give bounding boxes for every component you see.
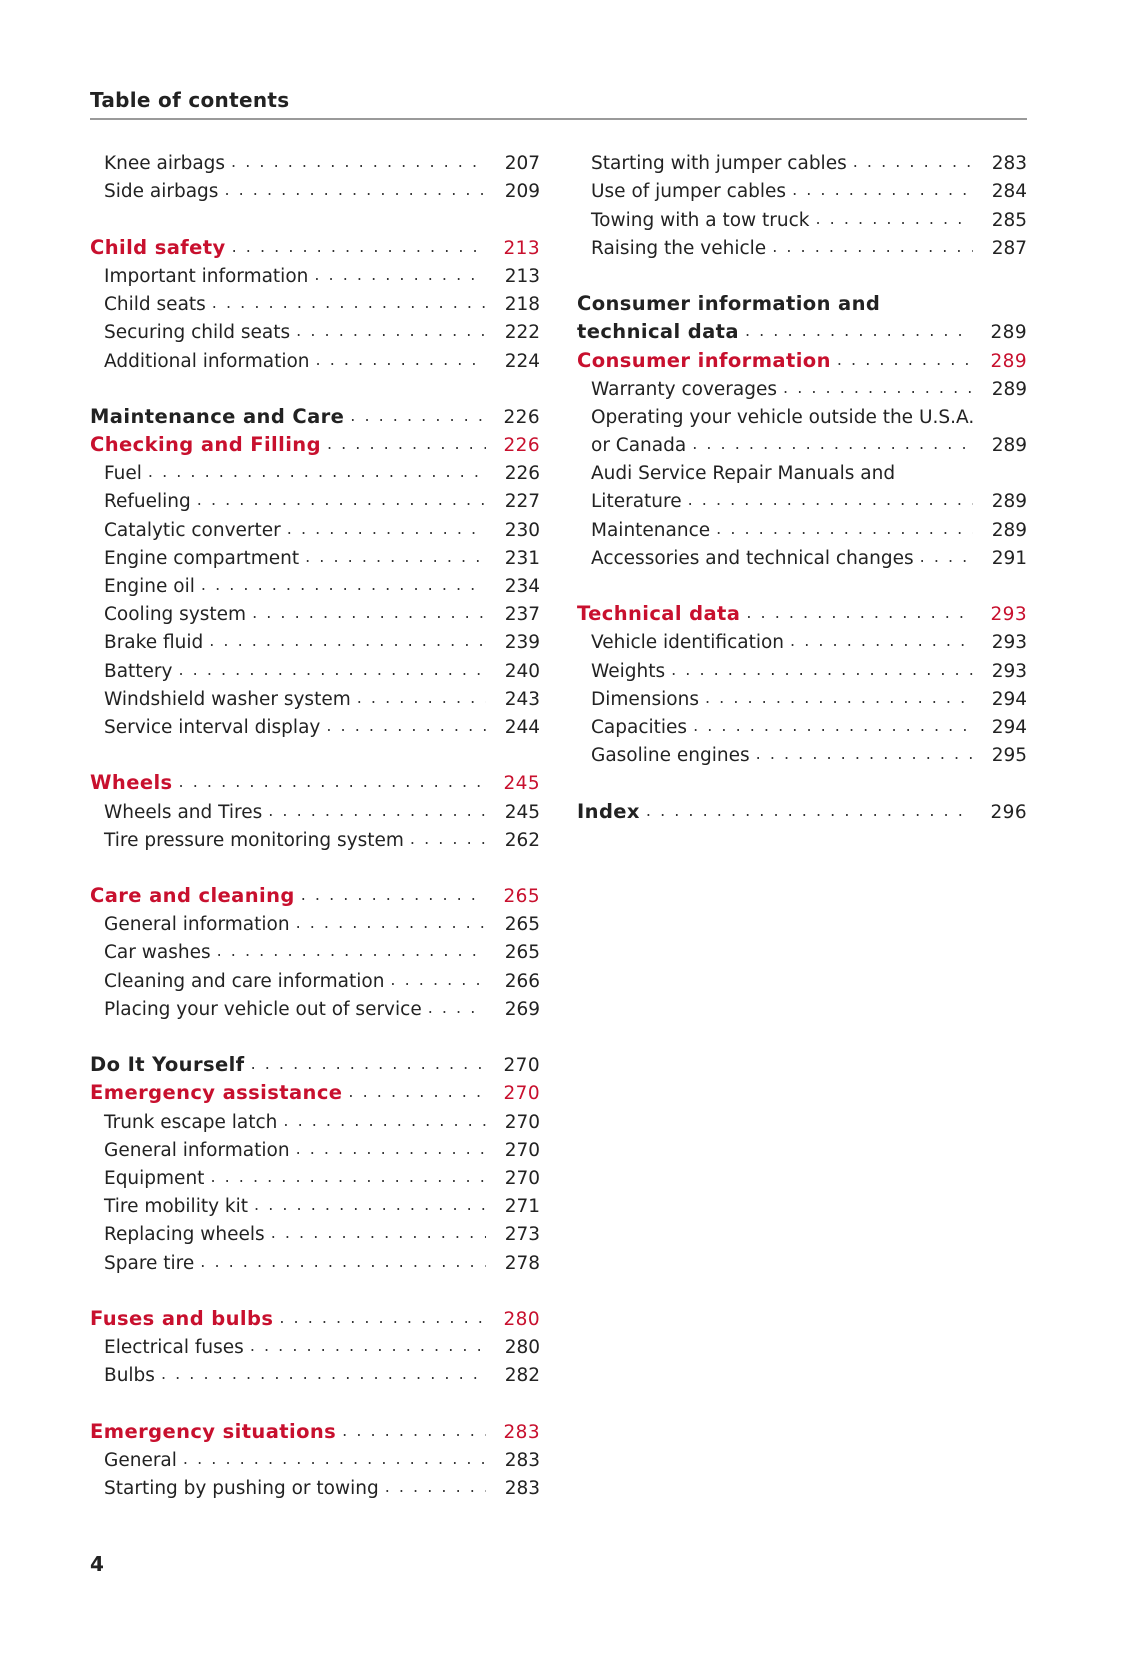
toc-leader-dots <box>217 941 486 963</box>
toc-entry-page-number: 239 <box>504 632 540 654</box>
toc-entry[interactable] <box>90 992 540 1020</box>
toc-entry-label: Dimensions <box>591 688 699 710</box>
toc-entry[interactable] <box>90 484 540 512</box>
toc-leader-dots <box>148 462 486 484</box>
toc-leader-dots <box>231 152 486 174</box>
toc-leader-dots <box>350 406 486 428</box>
toc-entry-label: Electrical fuses <box>104 1337 244 1359</box>
toc-leader-dots <box>326 716 486 738</box>
toc-leader-dots <box>296 321 486 343</box>
toc-leader-dots <box>314 265 486 287</box>
toc-entry[interactable] <box>90 1189 540 1217</box>
toc-entry[interactable] <box>577 146 1027 174</box>
toc-section-entry[interactable] <box>577 794 1027 822</box>
toc-entry-page-number: 234 <box>504 576 540 597</box>
toc-entry[interactable] <box>90 1161 540 1189</box>
toc-leader-dots <box>716 519 973 541</box>
toc-entry[interactable] <box>90 823 540 851</box>
toc-entry-page-number: 230 <box>504 519 540 541</box>
toc-entry-label: Capacities <box>591 716 688 738</box>
toc-entry-page-number: 294 <box>991 688 1027 710</box>
toc-entry-label: Starting by pushing or towing <box>104 1478 379 1499</box>
toc-entry-label: Replacing wheels <box>104 1224 265 1246</box>
toc-entry-label: technical data <box>577 320 739 344</box>
toc-entry-label: Audi Service Repair Manuals and <box>591 463 896 485</box>
toc-entry-page-number: 289 <box>991 435 1027 457</box>
toc-entry-label: Engine oil <box>104 576 195 597</box>
toc-section-entry[interactable] <box>90 879 540 907</box>
toc-entry-page-number: 269 <box>504 998 540 1020</box>
toc-entry-label: Knee airbags <box>104 153 226 175</box>
toc-entry-label: Wheels and Tires <box>104 801 263 823</box>
toc-entry[interactable] <box>90 907 540 935</box>
toc-entry-label: Weights <box>591 660 666 682</box>
toc-entry-page-number: 270 <box>504 1139 540 1161</box>
toc-entry[interactable] <box>90 287 540 315</box>
toc-entry-label: Operating your vehicle outside the U.S.A. <box>591 406 975 428</box>
toc-entry-page-number: 270 <box>503 1083 540 1105</box>
toc-entry-page-number: 270 <box>504 1167 540 1189</box>
toc-entry-page-number: 226 <box>504 463 540 485</box>
toc-entry-label: Refueling <box>104 491 191 513</box>
toc-leader-dots <box>792 180 973 202</box>
toc-entry-label: Battery <box>104 660 173 682</box>
toc-entry[interactable] <box>90 1358 540 1386</box>
toc-entry-label: Use of jumper cables <box>591 181 787 203</box>
toc-entry[interactable] <box>90 625 540 653</box>
toc-entry-page-number: 262 <box>504 829 540 851</box>
toc-entry-page-number: 293 <box>991 632 1027 654</box>
toc-entry[interactable] <box>577 710 1027 738</box>
toc-leader-dots <box>816 209 974 231</box>
toc-entry-label: Index <box>577 799 640 823</box>
toc-entry-page-number: 283 <box>991 153 1027 175</box>
toc-entry[interactable] <box>90 1217 540 1245</box>
toc-entry[interactable] <box>90 935 540 963</box>
toc-entry-label: Placing your vehicle out of service <box>104 998 422 1020</box>
toc-entry-label: Raising the vehicle <box>591 237 767 259</box>
toc-entry[interactable] <box>90 794 540 822</box>
toc-entry-page-number: 227 <box>504 491 540 513</box>
toc-entry-page-number: 282 <box>504 1365 540 1387</box>
toc-section-entry[interactable] <box>90 400 540 428</box>
toc-leader-dots <box>357 688 486 710</box>
toc-entry-label: Windshield washer system <box>104 688 351 710</box>
toc-leader-dots <box>250 1336 486 1358</box>
toc-leader-dots <box>201 575 486 597</box>
toc-entry-label: Checking and Filling <box>90 433 321 457</box>
toc-entry-page-number: 291 <box>991 547 1027 569</box>
toc-entry[interactable] <box>577 541 1027 569</box>
toc-leader-dots <box>224 180 486 202</box>
toc-entry-page-number: 265 <box>504 914 540 936</box>
toc-entry[interactable] <box>577 682 1027 710</box>
toc-entry-page-number: 207 <box>504 153 540 175</box>
toc-entry[interactable] <box>577 428 1027 456</box>
toc-section-entry[interactable] <box>90 428 540 456</box>
toc-entry-label: Securing child seats <box>104 322 291 344</box>
toc-section-entry[interactable] <box>90 766 540 794</box>
toc-leader-dots <box>920 547 973 569</box>
toc-leader-dots <box>279 1308 486 1330</box>
toc-section-entry[interactable] <box>577 343 1027 371</box>
toc-entry-label: General <box>104 1449 177 1471</box>
toc-entry-page-number: 265 <box>503 886 540 908</box>
toc-entry-page-number: 209 <box>504 181 540 203</box>
toc-entry[interactable] <box>90 653 540 681</box>
toc-entry-page-number: 278 <box>504 1252 540 1274</box>
toc-leader-dots <box>209 631 486 653</box>
toc-entry-page-number: 280 <box>503 1308 540 1330</box>
toc-entry-label: Equipment <box>104 1167 205 1189</box>
toc-entry[interactable] <box>577 202 1027 230</box>
toc-leader-dots <box>197 490 486 512</box>
toc-entry-page-number: 218 <box>504 294 540 316</box>
toc-leader-dots <box>283 1111 486 1133</box>
toc-leader-dots <box>705 688 973 710</box>
toc-entry[interactable] <box>90 963 540 991</box>
toc-leader-dots <box>428 998 486 1020</box>
toc-entry-page-number: 287 <box>991 237 1027 259</box>
toc-entry-label: Wheels <box>90 771 173 795</box>
toc-entry[interactable] <box>90 541 540 569</box>
toc-entry[interactable] <box>90 146 540 174</box>
toc-entry[interactable] <box>577 738 1027 766</box>
toc-section-entry[interactable] <box>90 231 540 259</box>
toc-entry-label: Emergency assistance <box>90 1081 343 1105</box>
toc-entry[interactable] <box>577 484 1027 512</box>
toc-entry-page-number: 293 <box>990 604 1027 626</box>
toc-entry-label: Do It Yourself <box>90 1053 245 1077</box>
toc-entry[interactable] <box>90 315 540 343</box>
toc-entry-label: or Canada <box>591 435 687 457</box>
toc-entry-page-number: 273 <box>504 1224 540 1246</box>
toc-entry-page-number: 289 <box>991 378 1027 400</box>
toc-entry-label: Consumer information <box>577 348 831 372</box>
toc-section-entry[interactable] <box>577 315 1027 343</box>
toc-entry[interactable] <box>90 456 540 484</box>
toc-leader-dots <box>783 378 973 400</box>
toc-leader-dots <box>348 1082 486 1104</box>
toc-leader-dots <box>254 1195 486 1217</box>
toc-entry[interactable] <box>90 710 540 738</box>
toc-entry-page-number: 270 <box>503 1055 540 1077</box>
toc-entry[interactable] <box>90 512 540 540</box>
toc-entry[interactable] <box>90 1471 540 1499</box>
toc-entry-page-number: 231 <box>504 547 540 569</box>
page-number: 4 <box>90 1552 104 1576</box>
toc-entry[interactable] <box>577 512 1027 540</box>
toc-entry-page-number: 271 <box>504 1196 540 1218</box>
toc-entry-page-number: 245 <box>503 773 540 795</box>
toc-entry-label: Cleaning and care information <box>104 970 385 992</box>
toc-entry-label: Gasoline engines <box>591 745 750 767</box>
toc-entry-label: Care and cleaning <box>90 884 295 908</box>
toc-entry-label: General information <box>104 914 290 936</box>
toc-leader-dots <box>390 970 486 992</box>
toc-entry-page-number: 289 <box>990 322 1027 344</box>
toc-leader-dots <box>183 1449 486 1471</box>
toc-entry-page-number: 294 <box>991 716 1027 738</box>
toc-leader-dots <box>271 1223 486 1245</box>
toc-entry-label: Accessories and technical changes <box>591 547 914 569</box>
toc-entry[interactable] <box>577 456 1027 484</box>
toc-entry-label: Side airbags <box>104 181 219 203</box>
toc-leader-dots <box>301 885 486 907</box>
toc-entry-label: Tire mobility kit <box>104 1196 249 1218</box>
toc-entry-label: Catalytic converter <box>104 519 281 541</box>
toc-leader-dots <box>178 660 486 682</box>
toc-leader-dots <box>901 481 973 484</box>
toc-leader-dots <box>316 350 486 372</box>
toc-section-entry[interactable] <box>577 287 1027 315</box>
toc-entry-label: Warranty coverages <box>591 378 778 400</box>
toc-entry-page-number: 280 <box>504 1337 540 1359</box>
toc-leader-dots <box>746 603 973 625</box>
toc-leader-dots <box>790 631 973 653</box>
toc-leader-dots <box>385 1477 486 1499</box>
toc-leader-dots <box>745 321 973 343</box>
toc-entry-page-number: 295 <box>991 745 1027 767</box>
toc-section-entry[interactable] <box>90 1048 540 1076</box>
toc-entry-page-number: 245 <box>504 801 540 823</box>
toc-left-column <box>90 146 540 1499</box>
page-header-title: Table of contents <box>90 88 290 112</box>
toc-leader-dots <box>327 434 486 456</box>
toc-entry-label: Tire pressure monitoring system <box>104 829 404 851</box>
toc-section-entry[interactable] <box>90 1076 540 1104</box>
toc-leader-dots <box>296 1139 486 1161</box>
toc-entry[interactable] <box>577 174 1027 202</box>
toc-entry-page-number: 243 <box>504 688 540 710</box>
toc-entry-page-number: 222 <box>504 322 540 344</box>
toc-entry[interactable] <box>577 625 1027 653</box>
toc-entry-label: Maintenance <box>591 519 711 541</box>
toc-leader-dots <box>268 801 486 823</box>
toc-entry-label: Starting with jumper cables <box>591 153 847 175</box>
toc-entry-page-number: 213 <box>503 237 540 259</box>
toc-leader-dots <box>232 237 486 259</box>
toc-leader-dots <box>210 1167 486 1189</box>
toc-leader-dots <box>646 801 973 823</box>
toc-entry-page-number: 289 <box>991 519 1027 541</box>
toc-entry[interactable] <box>577 372 1027 400</box>
toc-leader-dots <box>853 152 973 174</box>
toc-entry-page-number: 240 <box>504 660 540 682</box>
toc-entry[interactable] <box>90 1443 540 1471</box>
toc-section-entry[interactable] <box>577 597 1027 625</box>
toc-entry[interactable] <box>577 400 1027 428</box>
toc-leader-dots <box>200 1252 486 1274</box>
toc-entry-page-number: 283 <box>503 1421 540 1443</box>
toc-entry-label: Towing with a tow truck <box>591 209 810 231</box>
toc-leader-dots <box>837 350 973 372</box>
toc-entry-page-number: 285 <box>991 209 1027 231</box>
toc-entry-page-number: 283 <box>504 1449 540 1471</box>
toc-entry-label: Emergency situations <box>90 1419 337 1443</box>
toc-leader-dots <box>756 744 973 766</box>
toc-entry-page-number: 284 <box>991 181 1027 203</box>
toc-entry-page-number: 237 <box>504 604 540 626</box>
toc-entry-page-number: 289 <box>991 491 1027 513</box>
toc-leader-dots <box>287 519 486 541</box>
toc-entry-label: Cooling system <box>104 604 247 626</box>
header-divider <box>90 118 1027 120</box>
toc-entry-page-number: 244 <box>504 716 540 738</box>
toc-entry-label: Car washes <box>104 942 211 964</box>
toc-entry-label: Brake fluid <box>104 632 204 654</box>
toc-leader-dots <box>671 660 973 682</box>
toc-leader-dots <box>161 1364 486 1386</box>
toc-entry-label: Child seats <box>104 294 206 316</box>
toc-entry[interactable] <box>90 682 540 710</box>
toc-entry-label: Engine compartment <box>104 547 300 569</box>
toc-entry[interactable] <box>90 1133 540 1161</box>
toc-entry-label: Fuel <box>104 463 142 485</box>
toc-leader-dots <box>179 772 486 794</box>
toc-leader-dots <box>688 490 973 512</box>
toc-entry-page-number: 226 <box>503 406 540 428</box>
toc-entry-page-number: 224 <box>504 350 540 372</box>
toc-entry[interactable] <box>90 259 540 287</box>
toc-entry-label: Additional information <box>104 350 310 372</box>
toc-leader-dots <box>212 293 486 315</box>
toc-leader-dots <box>692 434 973 456</box>
toc-leader-dots <box>296 913 486 935</box>
toc-entry-label: Vehicle identification <box>591 632 785 654</box>
toc-entry[interactable] <box>90 1330 540 1358</box>
toc-entry-label: Service interval display <box>104 716 321 738</box>
toc-section-entry[interactable] <box>90 1414 540 1442</box>
toc-entry[interactable] <box>577 231 1027 259</box>
toc-entry-label: General information <box>104 1139 290 1161</box>
toc-entry-label: Fuses and bulbs <box>90 1306 274 1330</box>
toc-leader-dots <box>251 1054 486 1076</box>
toc-leader-dots <box>693 716 973 738</box>
toc-entry-label: Important information <box>104 265 309 287</box>
toc-entry-label: Consumer information and <box>577 292 881 316</box>
toc-entry[interactable] <box>90 343 540 371</box>
toc-entry-label: Bulbs <box>104 1365 155 1387</box>
toc-leader-dots <box>410 829 486 851</box>
toc-leader-dots <box>342 1421 486 1443</box>
toc-entry[interactable] <box>90 1245 540 1273</box>
toc-entry[interactable] <box>577 653 1027 681</box>
toc-entry[interactable] <box>90 174 540 202</box>
toc-entry-page-number: 213 <box>504 265 540 287</box>
toc-entry-page-number: 296 <box>990 801 1027 823</box>
toc-entry-label: Literature <box>591 491 682 513</box>
toc-entry-page-number: 270 <box>504 1111 540 1133</box>
toc-entry-label: Spare tire <box>104 1252 195 1274</box>
toc-entry-label: Maintenance and Care <box>90 404 345 428</box>
toc-entry-page-number: 266 <box>504 970 540 992</box>
toc-entry-label: Child safety <box>90 235 226 259</box>
toc-section-entry[interactable] <box>90 1302 540 1330</box>
toc-entry-label: Technical data <box>577 602 741 626</box>
toc-entry[interactable] <box>90 569 540 597</box>
toc-leader-dots <box>886 312 973 315</box>
toc-entry-page-number: 226 <box>503 435 540 457</box>
toc-leader-dots <box>305 547 486 569</box>
toc-leader-dots <box>252 603 486 625</box>
toc-entry-page-number: 293 <box>991 660 1027 682</box>
toc-entry[interactable] <box>90 1104 540 1132</box>
toc-right-column <box>577 146 1027 823</box>
toc-leader-dots <box>772 237 973 259</box>
toc-entry-page-number: 265 <box>504 942 540 964</box>
toc-entry-page-number: 289 <box>990 350 1027 372</box>
toc-entry-label: Trunk escape latch <box>104 1111 278 1133</box>
toc-entry-page-number: 283 <box>504 1478 540 1499</box>
toc-entry[interactable] <box>90 597 540 625</box>
